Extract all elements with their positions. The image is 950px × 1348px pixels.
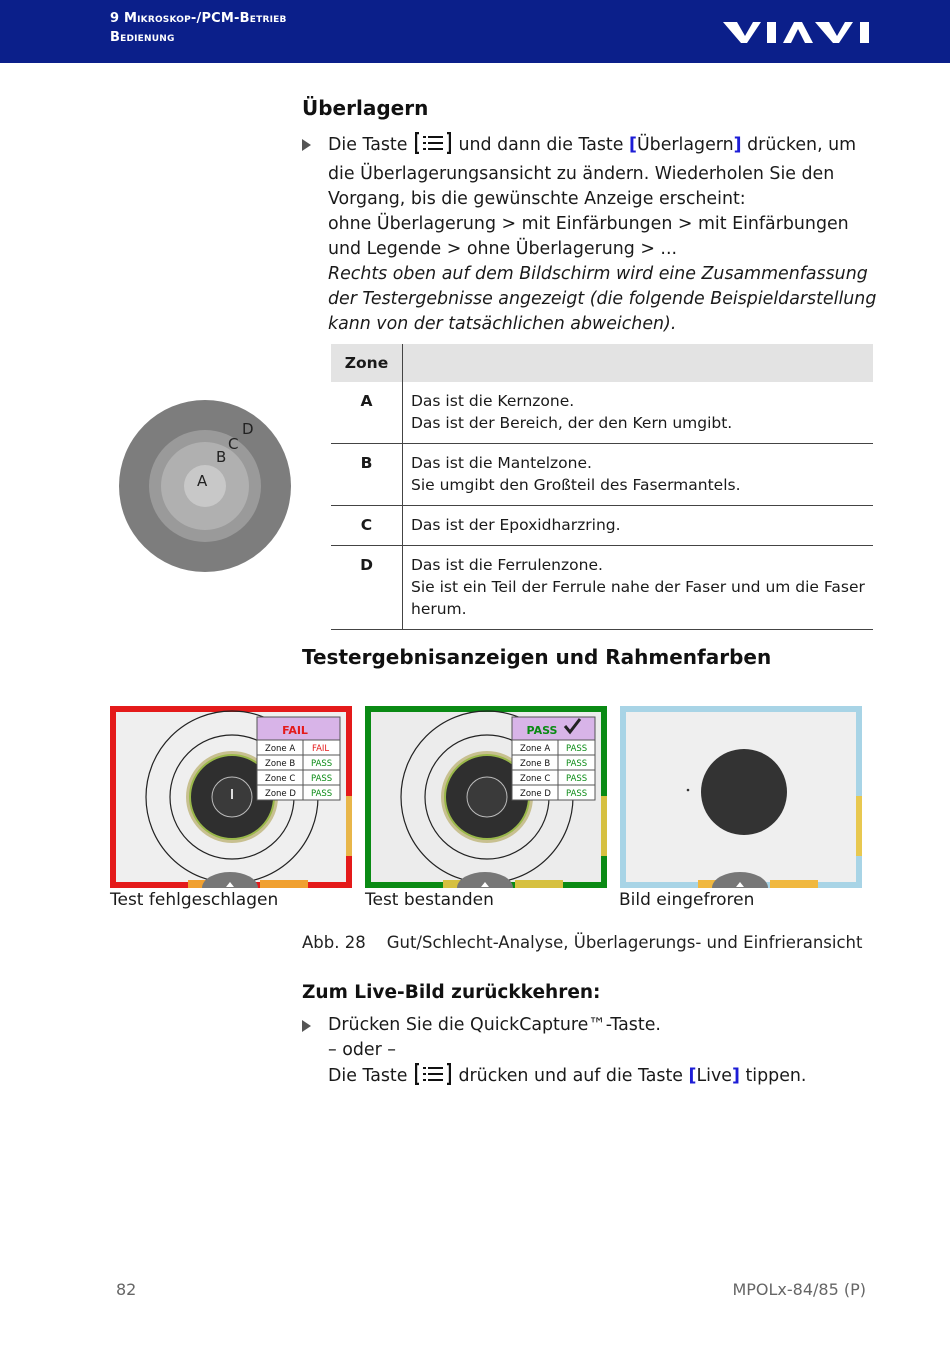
- description-line: Sie umgibt den Großteil des Fasermantels.: [411, 476, 741, 494]
- chapter-title: 9 Mikroskop-/PCM-Betrieb: [110, 11, 287, 26]
- table-row: [331, 444, 873, 506]
- key-bracket: ]: [733, 135, 742, 155]
- description-line: Das ist der Bereich, der den Kern umgibt.: [411, 414, 733, 432]
- description-cell: [403, 382, 874, 444]
- text: Die Taste: [328, 135, 413, 155]
- page-header: [0, 0, 950, 63]
- table-row: [331, 382, 873, 444]
- zone-label-c: C: [228, 435, 239, 453]
- zone-label-d: D: [242, 420, 254, 438]
- pass-status: PASS: [526, 724, 558, 737]
- frozen-image: [620, 706, 862, 888]
- key-bracket: [: [628, 135, 637, 155]
- document-name: MPOLx-84/85 (P): [732, 1280, 866, 1299]
- description-line: Das ist die Mantelzone.: [411, 454, 592, 472]
- live-instructions: [328, 1013, 888, 1093]
- fail-caption: Test fehlgeschlagen: [110, 890, 279, 910]
- zone-result: PASS: [311, 759, 333, 769]
- zone-cell: B: [331, 444, 403, 506]
- frozen-caption: Bild eingefroren: [619, 890, 755, 910]
- description-line: herum.: [411, 600, 467, 618]
- description-line: Das ist die Kernzone.: [411, 392, 575, 410]
- zone-result: PASS: [566, 759, 588, 769]
- live-softkey-label: Live: [696, 1066, 732, 1086]
- zone-name: Zone D: [520, 789, 551, 799]
- zone-name: Zone C: [520, 774, 551, 784]
- zone-result: PASS: [311, 774, 333, 784]
- zone-table-header: [331, 344, 873, 382]
- zone-result: PASS: [311, 789, 333, 799]
- zone-result: FAIL: [312, 744, 330, 754]
- viavi-logo: [723, 20, 871, 48]
- description-cell: [403, 506, 874, 546]
- pass-result-image: [365, 706, 607, 888]
- page-number: 82: [116, 1280, 137, 1299]
- description-line: Das ist der Epoxidharzring.: [411, 516, 621, 534]
- text: und dann die Taste: [452, 135, 629, 155]
- overlay-note-2: der Testergebnisse angezeigt (die folgende Beispieldarstellung: [328, 289, 877, 309]
- overlay-note-1: Rechts oben auf dem Bildschirm wird eine Zusammenfassung: [328, 264, 868, 284]
- description-column-header: [403, 344, 874, 382]
- zone-name: Zone A: [265, 744, 296, 754]
- live-line-1: Drücken Sie die QuickCapture™-Taste.: [328, 1015, 661, 1035]
- key-bracket: [: [688, 1066, 697, 1086]
- overlay-line-1: [328, 132, 888, 162]
- zone-name: Zone D: [265, 789, 296, 799]
- zone-name: Zone A: [520, 744, 551, 754]
- table-row: [331, 546, 873, 630]
- overlay-line-2: die Überlagerungsansicht zu ändern. Wiederholen Sie den: [328, 164, 835, 184]
- live-heading: Zum Live-Bild zurückkehren:: [302, 982, 601, 1003]
- zone-table: [331, 344, 873, 630]
- fail-status: FAIL: [282, 724, 308, 737]
- pass-caption: Test bestanden: [365, 890, 494, 910]
- menu-key-icon: [415, 1063, 451, 1093]
- text: tippen.: [739, 1066, 807, 1086]
- overlay-heading: Überlagern: [302, 96, 429, 120]
- overlay-line-4: ohne Überlagerung > mit Einfärbungen > mit Einfärbungen: [328, 214, 849, 234]
- overlay-instructions: [328, 132, 888, 337]
- zone-name: Zone C: [265, 774, 296, 784]
- text: drücken und auf die Taste: [452, 1066, 689, 1086]
- overlay-line-3: Vorgang, bis die gewünschte Anzeige erscheint:: [328, 189, 746, 209]
- zone-cell: A: [331, 382, 403, 444]
- zone-result: PASS: [566, 744, 588, 754]
- zone-name: Zone B: [265, 759, 296, 769]
- description-line: Das ist die Ferrulenzone.: [411, 556, 603, 574]
- zone-name: Zone B: [520, 759, 551, 769]
- live-line-2: – oder –: [328, 1040, 396, 1060]
- zone-result: PASS: [566, 789, 588, 799]
- text: Die Taste: [328, 1066, 413, 1086]
- overlay-line-5: und Legende > ohne Überlagerung > ...: [328, 239, 678, 259]
- zone-cell: C: [331, 506, 403, 546]
- zone-column-header: Zone: [331, 344, 403, 382]
- text: drücken, um: [741, 135, 857, 155]
- results-heading: Testergebnisanzeigen und Rahmenfarben: [302, 645, 772, 669]
- zone-cell: D: [331, 546, 403, 630]
- section-title: Bedienung: [110, 30, 175, 45]
- description-cell: [403, 444, 874, 506]
- bullet-icon: [302, 1020, 311, 1032]
- live-line-3: [328, 1063, 888, 1093]
- menu-key-icon: [415, 132, 451, 162]
- zone-label-a: A: [197, 472, 208, 490]
- overlay-softkey-label: Überlagern: [636, 135, 734, 155]
- description-cell: [403, 546, 874, 630]
- zone-diagram: [118, 397, 293, 579]
- zone-result: PASS: [566, 774, 588, 784]
- figure-caption: Abb. 28 Gut/Schlecht-Analyse, Überlagerungs- und Einfrieransicht: [302, 933, 863, 952]
- fail-result-image: [110, 706, 352, 888]
- key-bracket: ]: [731, 1066, 740, 1086]
- overlay-note-3: kann von der tatsächlichen abweichen).: [328, 314, 677, 334]
- zone-label-b: B: [216, 448, 227, 466]
- table-row: [331, 506, 873, 546]
- bullet-icon: [302, 139, 311, 151]
- description-line: Sie ist ein Teil der Ferrule nahe der Faser und um die Faser: [411, 578, 865, 596]
